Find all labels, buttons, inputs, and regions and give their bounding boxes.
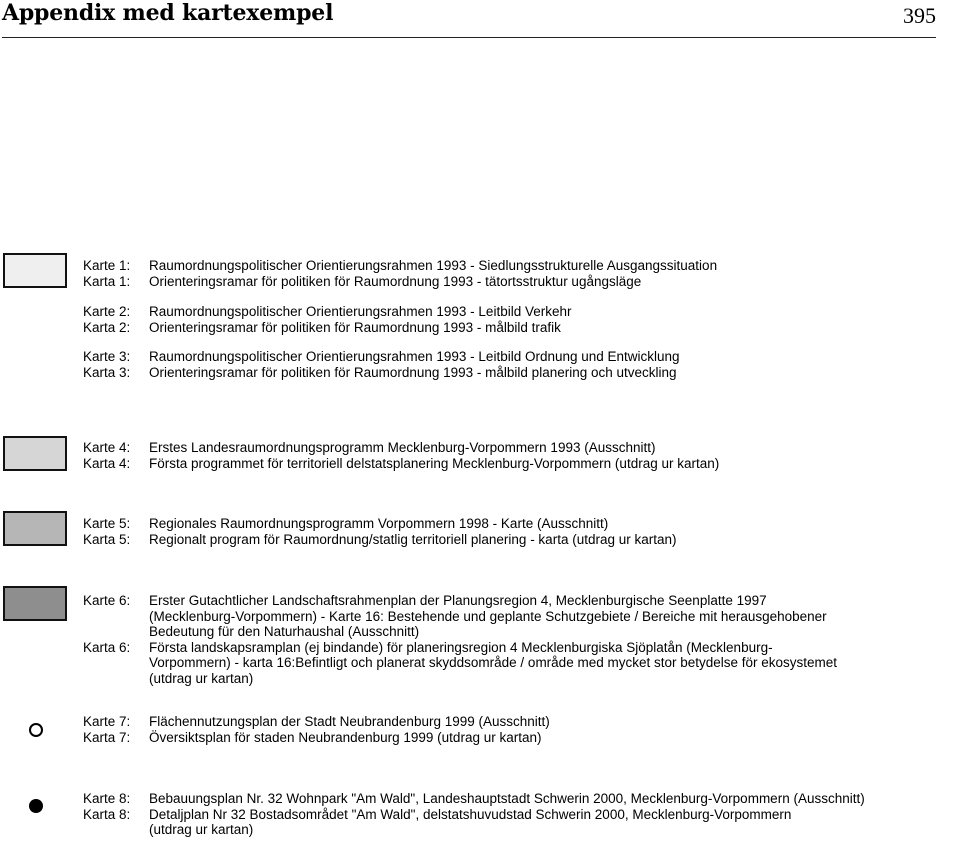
entry-title: Raumordnungspolitischer Orientierungsrahmen 1993 - Leitbild Ordnung und Entwicklung — [149, 349, 680, 364]
open-circle-icon — [29, 723, 43, 737]
entry-label: Karta 1: — [83, 273, 131, 289]
entry-title: Orienteringsramar för politiken för Raumordnung 1993 - målbild planering och utveckling — [149, 364, 677, 380]
entry-title: Orienteringsramar för politiken för Raumordnung 1993 - målbild trafik — [149, 319, 561, 335]
german-line-continued — [83, 609, 837, 625]
entry-title: Orienteringsramar för politiken för Raumordnung 1993 - tätortsstruktur ugångsläge — [149, 273, 642, 289]
german-line — [83, 258, 717, 274]
entry-label: Karte 8: — [83, 791, 131, 806]
entry-title: Första landskapsramplan (ej bindande) för planeringsregion 4 Mecklenburgiska Sjöplatån (Mecklenburg- — [149, 639, 773, 655]
swedish-line — [83, 532, 677, 548]
entry-label: Karte 7: — [83, 714, 131, 729]
swedish-line-continued — [83, 822, 865, 838]
map-entry-6 — [83, 593, 837, 686]
entry-title: Raumordnungspolitischer Orientierungsrahmen 1993 - Siedlungsstrukturelle Ausgangssituation — [149, 258, 718, 273]
entry-label: Karta 3: — [83, 364, 131, 380]
entry-title: Vorpommern) - karta 16:Befintligt och planerat skyddsområde / område med mycket stor betydelse för ekosystemet — [149, 655, 838, 670]
entry-title: Erstes Landesraumordnungsprogramm Mecklenburg-Vorpommern 1993 (Ausschnitt) — [149, 440, 656, 455]
entry-title: Raumordnungspolitischer Orientierungsrahmen 1993 - Leitbild Verkehr — [149, 304, 572, 319]
entry-title: Första programmet för territoriell delstatsplanering Mecklenburg-Vorpommern (utdrag ur kartan) — [149, 455, 720, 471]
map-entry-1 — [83, 258, 717, 289]
german-line — [83, 791, 865, 807]
swedish-line — [83, 320, 571, 336]
entry-title: (utdrag ur kartan) — [149, 670, 254, 686]
swedish-line — [83, 640, 837, 656]
german-line — [83, 349, 680, 365]
entry-title: Detaljplan Nr 32 Bostadsområdet "Am Wald", delstatshuvudstad Schwerin 2000, Mecklenburg-Vorpommern — [149, 806, 792, 822]
entry-title: Regionalt program för Raumordnung/statlig territoriell planering - karta (utdrag ur kartan) — [149, 531, 677, 547]
entry-title: (Mecklenburg-Vorpommern) - Karte 16: Bestehende und geplante Schutzgebiete / Bereiche mit herausgehobener — [149, 608, 827, 624]
swedish-line — [83, 807, 865, 823]
german-line — [83, 304, 571, 320]
swedish-line — [83, 365, 680, 381]
map-entry-7 — [83, 714, 550, 745]
legend-swatch-light-gray — [3, 436, 67, 471]
german-line — [83, 714, 550, 730]
swedish-line — [83, 730, 550, 746]
entry-label: Karte 1: — [83, 258, 131, 273]
legend-swatch-medium-gray — [3, 511, 67, 546]
legend-swatch-very-light-gray — [3, 253, 67, 288]
entry-label: Karte 4: — [83, 440, 131, 455]
header-divider — [2, 37, 936, 38]
entry-title: (utdrag ur kartan) — [149, 822, 254, 837]
entry-label: Karte 5: — [83, 516, 131, 531]
legend-swatch-dark-gray — [3, 586, 67, 621]
filled-circle-icon — [29, 799, 43, 813]
page-number: 395 — [903, 3, 936, 28]
swedish-line-continued — [83, 655, 837, 671]
german-line-continued — [83, 624, 837, 640]
page-title: Appendix med kartexempel — [2, 0, 334, 26]
map-entry-2 — [83, 304, 571, 335]
entry-title: Flächennutzungsplan der Stadt Neubrandenburg 1999 (Ausschnitt) — [149, 714, 550, 729]
map-entry-4 — [83, 440, 719, 471]
entry-label: Karta 8: — [83, 806, 131, 822]
entry-label: Karta 2: — [83, 319, 131, 335]
map-entry-5 — [83, 516, 677, 547]
swedish-line-continued — [83, 671, 837, 687]
entry-title: Bedeutung für den Naturhaushal (Ausschnitt) — [149, 624, 420, 639]
entry-title: Bebauungsplan Nr. 32 Wohnpark "Am Wald", Landeshauptstadt Schwerin 2000, Mecklenburg-Vorpommern (Ausschnitt) — [149, 791, 865, 806]
entry-title: Erster Gutachtlicher Landschaftsrahmenplan der Planungsregion 4, Mecklenburgische Seenplatte 1997 — [149, 593, 767, 608]
german-line — [83, 593, 837, 609]
map-entry-3 — [83, 349, 680, 380]
entry-label: Karta 4: — [83, 455, 131, 471]
swedish-line — [83, 456, 719, 472]
german-line — [83, 440, 719, 456]
entry-label: Karte 2: — [83, 304, 131, 319]
swedish-line — [83, 274, 717, 290]
german-line — [83, 516, 677, 532]
entry-title: Översiktsplan för staden Neubrandenburg 1999 (utdrag ur kartan) — [149, 729, 542, 745]
entry-label: Karta 7: — [83, 729, 131, 745]
map-entry-8 — [83, 791, 865, 838]
entry-label: Karta 6: — [83, 639, 131, 655]
entry-label: Karta 5: — [83, 531, 131, 547]
entry-label: Karte 3: — [83, 349, 131, 364]
entry-label: Karte 6: — [83, 593, 131, 608]
entry-title: Regionales Raumordnungsprogramm Vorpommern 1998 - Karte (Ausschnitt) — [149, 516, 609, 531]
